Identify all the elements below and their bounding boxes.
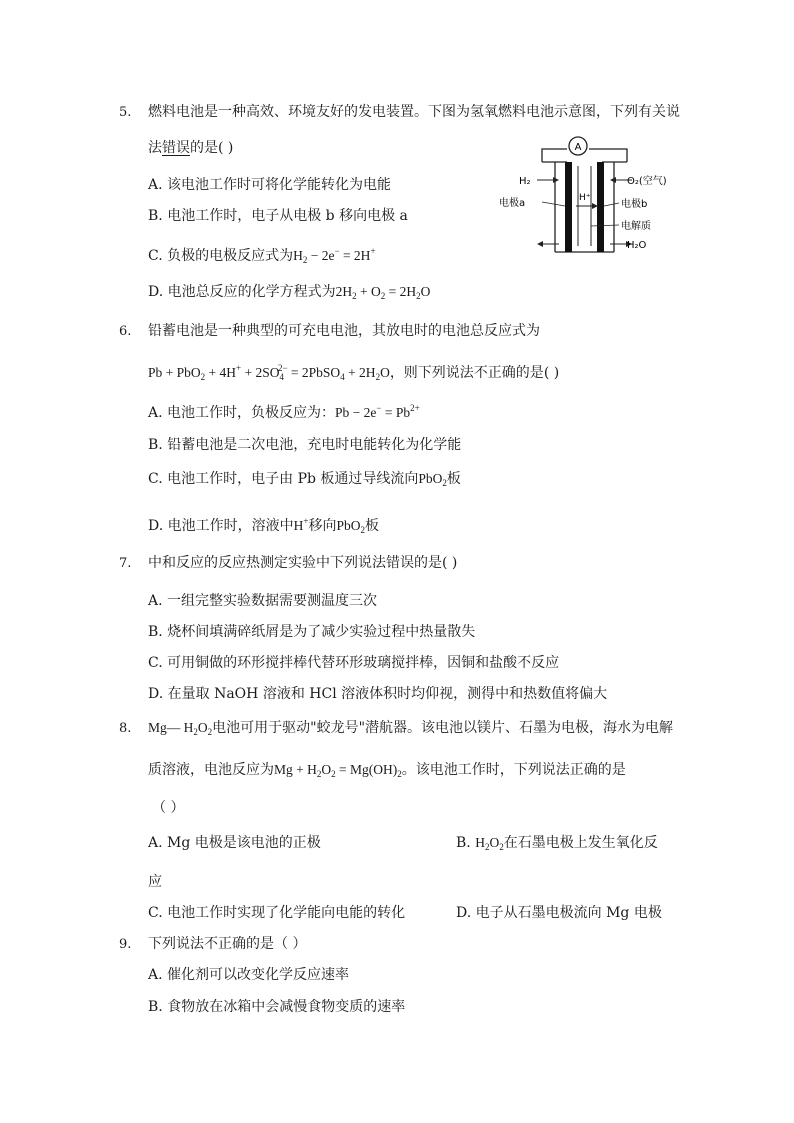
option-b-wrap: 应 <box>148 874 162 890</box>
option-a[interactable]: A. 一组完整实验数据需要测温度三次 <box>148 593 378 609</box>
question-stem: Mg— $H_2O_2$电池可用于驱动"蛟龙号"潜航器。该电池以镁片、石墨为电极，海水为电解 <box>148 720 674 737</box>
question-number: 7. <box>119 556 132 571</box>
question-number: 8. <box>119 721 132 736</box>
electrode-b-label: 电极b <box>621 199 648 210</box>
option-c[interactable]: C. 负极的电极反应式为$H_2 - 2e^- = 2H^+$ <box>148 246 376 265</box>
electrode-b-plate <box>597 162 604 252</box>
answer-blank[interactable]: ( ) <box>442 555 458 571</box>
option-d[interactable]: D. 在量取 NaOH 溶液和 HCl 溶液体积时均仰视，测得中和热数值将偏大 <box>148 686 608 702</box>
question-stem: 下列说法不正确的是（ ） <box>148 936 307 952</box>
option-b[interactable]: B. $H_2O_2$在石墨电极上发生氧化反 <box>456 835 658 852</box>
option-b[interactable]: B. 食物放在冰箱中会减慢食物变质的速率 <box>148 999 406 1015</box>
question-stem: 法错误的是( ) <box>148 140 234 156</box>
question-stem: 中和反应的反应热测定实验中下列说法错误的是( ) <box>148 555 458 571</box>
fuel-cell-diagram <box>497 134 682 259</box>
answer-blank[interactable]: （ ） <box>274 936 307 952</box>
emphasis-text: 错误 <box>162 140 190 156</box>
electrolyte-label: 电解质 <box>621 221 651 232</box>
hplus-label: H⁺ <box>579 193 591 203</box>
option-c[interactable]: C. 可用铜做的环形搅拌棒代替环形玻璃搅拌棒，因铜和盐酸不反应 <box>148 655 560 671</box>
question-stem: 质溶液，电池反应为$Mg + H_2O_2 = Mg(OH)_2$。该电池工作时，下列说法正确的是 <box>148 762 626 779</box>
option-a[interactable]: A. 该电池工作时可将化学能转化为电能 <box>148 177 392 193</box>
electrode-a-label: 电极a <box>499 198 526 209</box>
option-c[interactable]: C. 电池工作时实现了化学能向电能的转化 <box>148 905 406 921</box>
question-number: 6. <box>119 324 132 339</box>
question-number: 9. <box>119 937 132 952</box>
option-a[interactable]: A. 电池工作时，负极反应为：$Pb - 2e^- = Pb^{2+}$ <box>148 403 420 421</box>
option-b[interactable]: B. 铅蓄电池是二次电池，充电时电能转化为化学能 <box>148 437 462 453</box>
o2-label: O₂(空气) <box>627 176 667 187</box>
electrode-a-plate <box>565 162 572 252</box>
question-stem: $Pb + PbO_2 + 4H^+ + 2SO_4^{2-}$ = 2PbSO$_4$ + $2H_2O$，则下列说法不正确的是( ) <box>148 363 560 382</box>
question-stem: 燃料电池是一种高效、环境友好的发电装置。下图为氢氧燃料电池示意图，下列有关说 <box>148 104 680 120</box>
option-d[interactable]: D. 电池工作时，溶液中H+移向PbO$_2$板 <box>148 516 379 535</box>
h2o-label: H₂O <box>627 240 647 251</box>
ammeter-label: A <box>574 142 582 153</box>
question-number: 5. <box>119 105 132 120</box>
option-b[interactable]: B. 烧杯间填满碎纸屑是为了减少实验过程中热量散失 <box>148 624 476 640</box>
answer-blank[interactable]: ( ) <box>218 140 234 156</box>
option-d[interactable]: D. 电子从石墨电极流向 Mg 电极 <box>456 905 662 921</box>
option-b[interactable]: B. 电池工作时，电子从电极 b 移向电极 a <box>148 208 408 224</box>
option-a[interactable]: A. 催化剂可以改变化学反应速率 <box>148 967 350 983</box>
option-a[interactable]: A. Mg 电极是该电池的正极 <box>148 835 321 851</box>
h2-label: H₂ <box>519 176 531 187</box>
answer-blank[interactable]: （ ） <box>152 800 185 816</box>
question-stem: 铅蓄电池是一种典型的可充电电池，其放电时的电池总反应式为 <box>148 323 540 339</box>
option-c[interactable]: C. 电池工作时，电子由 Pb 板通过导线流向PbO$_2$板 <box>148 471 461 488</box>
option-d[interactable]: D. 电池总反应的化学方程式为$2H_2 + O_2 = 2H_2O$ <box>148 284 431 301</box>
answer-blank[interactable]: ( ) <box>543 365 560 381</box>
